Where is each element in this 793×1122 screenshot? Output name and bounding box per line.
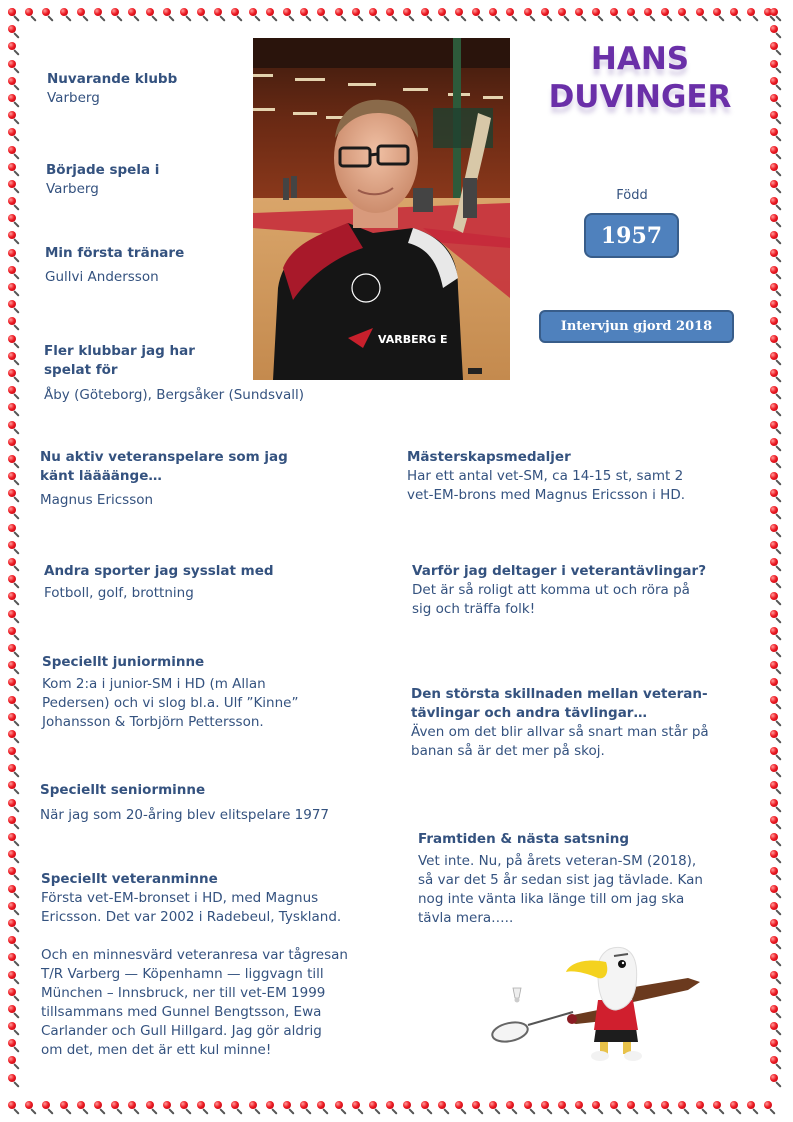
red-pin-icon bbox=[6, 934, 23, 951]
red-pin-icon bbox=[676, 6, 693, 23]
red-pin-icon bbox=[522, 1099, 539, 1116]
red-pin-icon bbox=[436, 1099, 453, 1116]
red-pin-icon bbox=[6, 6, 23, 23]
red-pin-icon bbox=[762, 1099, 779, 1116]
red-pin-icon bbox=[6, 848, 23, 865]
born-year: 1957 bbox=[600, 222, 663, 249]
red-pin-icon bbox=[109, 1099, 126, 1116]
red-pin-icon bbox=[298, 1099, 315, 1116]
born-year-badge bbox=[584, 213, 679, 258]
red-pin-icon bbox=[728, 6, 745, 23]
red-pin-icon bbox=[126, 6, 143, 23]
red-pin-icon bbox=[6, 333, 23, 350]
red-pin-icon bbox=[470, 1099, 487, 1116]
red-pin-icon bbox=[487, 1099, 504, 1116]
last-name: DUVINGER bbox=[548, 79, 732, 115]
red-pin-icon bbox=[6, 298, 23, 315]
red-pin-icon bbox=[768, 573, 785, 590]
red-pin-icon bbox=[6, 384, 23, 401]
red-pin-icon bbox=[23, 6, 40, 23]
section-body-line: Även om det blir allvar så snart man står på bbox=[411, 724, 709, 740]
red-pin-icon bbox=[6, 590, 23, 607]
section-senior-memory bbox=[40, 781, 329, 825]
red-pin-icon bbox=[298, 6, 315, 23]
red-pin-icon bbox=[6, 367, 23, 384]
red-pin-icon bbox=[728, 1099, 745, 1116]
red-pin-icon bbox=[768, 762, 785, 779]
red-pin-icon bbox=[768, 315, 785, 332]
red-pin-icon bbox=[6, 676, 23, 693]
section-body: Åby (Göteborg), Bergsåker (Sundsvall) bbox=[44, 387, 305, 403]
section-body-line: Johansson & Torbjörn Pettersson. bbox=[42, 714, 264, 730]
first-name: HANS bbox=[590, 41, 690, 77]
red-pin-icon bbox=[768, 195, 785, 212]
section-body-line: Har ett antal vet-SM, ca 14-15 st, samt 2 bbox=[407, 468, 684, 484]
red-pin-icon bbox=[590, 1099, 607, 1116]
person-name bbox=[540, 40, 740, 116]
red-pin-icon bbox=[6, 281, 23, 298]
section-body-line: Kom 2:a i junior-SM i HD (m Allan bbox=[42, 676, 266, 692]
section-other-sports bbox=[44, 562, 274, 603]
red-pin-icon bbox=[6, 161, 23, 178]
red-pin-icon bbox=[768, 642, 785, 659]
red-pin-icon bbox=[522, 6, 539, 23]
red-pin-icon bbox=[590, 6, 607, 23]
red-pin-icon bbox=[6, 453, 23, 470]
section-heading: Speciellt veteranminne bbox=[41, 871, 218, 887]
red-pin-icon bbox=[711, 1099, 728, 1116]
red-pin-icon bbox=[6, 1099, 23, 1116]
section-heading: Mästerskapsmedaljer bbox=[407, 449, 571, 465]
red-pin-icon bbox=[768, 848, 785, 865]
red-pin-icon bbox=[229, 6, 246, 23]
section-body: Fotboll, golf, brottning bbox=[44, 585, 194, 601]
red-pin-icon bbox=[768, 694, 785, 711]
section-heading-line: känt läääänge… bbox=[40, 468, 162, 484]
section-body-line: Första vet-EM-bronset i HD, med Magnus bbox=[41, 890, 319, 906]
red-pin-icon bbox=[6, 350, 23, 367]
red-pin-icon bbox=[768, 590, 785, 607]
red-pin-icon bbox=[40, 6, 57, 23]
red-pin-icon bbox=[768, 281, 785, 298]
red-pin-icon bbox=[573, 1099, 590, 1116]
section-extra-line: om det, men det är ett kul minne! bbox=[41, 1042, 272, 1058]
red-pin-icon bbox=[573, 6, 590, 23]
red-pin-icon bbox=[92, 1099, 109, 1116]
section-championship-medals bbox=[407, 448, 685, 505]
section-current-club bbox=[47, 70, 177, 108]
red-pin-icon bbox=[126, 1099, 143, 1116]
red-pin-icon bbox=[195, 1099, 212, 1116]
red-pin-icon bbox=[768, 728, 785, 745]
border-right bbox=[768, 6, 785, 1089]
red-pin-icon bbox=[92, 6, 109, 23]
red-pin-icon bbox=[6, 969, 23, 986]
section-other-clubs bbox=[44, 342, 304, 405]
section-body: Magnus Ericsson bbox=[40, 492, 154, 508]
red-pin-icon bbox=[6, 797, 23, 814]
section-body: Gullvi Andersson bbox=[45, 269, 159, 285]
section-heading: Varför jag deltager i veterantävlingar? bbox=[412, 563, 707, 579]
section-future bbox=[418, 830, 703, 928]
red-pin-icon bbox=[676, 1099, 693, 1116]
red-pin-icon bbox=[195, 6, 212, 23]
red-pin-icon bbox=[768, 6, 785, 23]
red-pin-icon bbox=[768, 1020, 785, 1037]
red-pin-icon bbox=[768, 797, 785, 814]
red-pin-icon bbox=[768, 58, 785, 75]
red-pin-icon bbox=[350, 1099, 367, 1116]
red-pin-icon bbox=[6, 315, 23, 332]
red-pin-icon bbox=[419, 6, 436, 23]
red-pin-icon bbox=[401, 6, 418, 23]
red-pin-icon bbox=[6, 539, 23, 556]
red-pin-icon bbox=[212, 6, 229, 23]
section-heading-line: spelat för bbox=[44, 362, 118, 378]
section-heading: Andra sporter jag sysslat med bbox=[44, 563, 274, 579]
born-label: Född bbox=[616, 188, 648, 203]
red-pin-icon bbox=[6, 762, 23, 779]
portrait-photo bbox=[253, 38, 510, 380]
red-pin-icon bbox=[384, 6, 401, 23]
section-heading: Nuvarande klubb bbox=[47, 71, 178, 87]
red-pin-icon bbox=[642, 6, 659, 23]
red-pin-icon bbox=[161, 6, 178, 23]
portrait-photo-image bbox=[253, 38, 510, 380]
red-pin-icon bbox=[436, 6, 453, 23]
section-started-playing bbox=[46, 161, 159, 199]
section-body-line: så var det 5 år sedan sist jag tävlade. Kan bbox=[418, 872, 703, 888]
section-body-line: sig och träffa folk! bbox=[412, 601, 536, 617]
red-pin-icon bbox=[768, 1072, 785, 1089]
section-body-line: Vet inte. Nu, på årets veteran-SM (2018), bbox=[418, 853, 697, 869]
red-pin-icon bbox=[6, 1054, 23, 1071]
border-left bbox=[6, 6, 23, 1089]
red-pin-icon bbox=[768, 779, 785, 796]
red-pin-icon bbox=[642, 1099, 659, 1116]
red-pin-icon bbox=[768, 745, 785, 762]
section-body: Varberg bbox=[46, 181, 99, 197]
section-body-line: vet-EM-brons med Magnus Ericsson i HD. bbox=[407, 487, 686, 503]
red-pin-icon bbox=[58, 1099, 75, 1116]
red-pin-icon bbox=[768, 367, 785, 384]
red-pin-icon bbox=[40, 1099, 57, 1116]
red-pin-icon bbox=[745, 6, 762, 23]
red-pin-icon bbox=[315, 1099, 332, 1116]
section-extra-line: T/R Varberg — Köpenhamn — liggvagn till bbox=[41, 966, 324, 982]
section-heading-line: tävlingar och andra tävlingar… bbox=[411, 705, 647, 721]
red-pin-icon bbox=[768, 986, 785, 1003]
red-pin-icon bbox=[6, 745, 23, 762]
red-pin-icon bbox=[6, 419, 23, 436]
section-extra-line: Carlander och Gull Hillgard. Jag gör aldrig bbox=[41, 1023, 322, 1039]
red-pin-icon bbox=[367, 6, 384, 23]
red-pin-icon bbox=[144, 1099, 161, 1116]
red-pin-icon bbox=[504, 1099, 521, 1116]
red-pin-icon bbox=[6, 694, 23, 711]
section-veteran-memory bbox=[41, 870, 348, 1060]
interview-year-badge bbox=[539, 310, 734, 343]
red-pin-icon bbox=[768, 1003, 785, 1020]
red-pin-icon bbox=[539, 1099, 556, 1116]
section-body: När jag som 20-åring blev elitspelare 1977 bbox=[40, 807, 330, 823]
red-pin-icon bbox=[6, 40, 23, 57]
red-pin-icon bbox=[453, 6, 470, 23]
red-pin-icon bbox=[75, 6, 92, 23]
red-pin-icon bbox=[768, 917, 785, 934]
red-pin-icon bbox=[419, 1099, 436, 1116]
section-heading: Började spela i bbox=[46, 162, 160, 178]
red-pin-icon bbox=[768, 865, 785, 882]
red-pin-icon bbox=[315, 6, 332, 23]
red-pin-icon bbox=[6, 109, 23, 126]
red-pin-icon bbox=[768, 229, 785, 246]
red-pin-icon bbox=[6, 401, 23, 418]
red-pin-icon bbox=[470, 6, 487, 23]
red-pin-icon bbox=[109, 6, 126, 23]
red-pin-icon bbox=[6, 883, 23, 900]
red-pin-icon bbox=[539, 6, 556, 23]
section-heading: Speciellt seniorminne bbox=[40, 782, 206, 798]
section-body-line: Ericsson. Det var 2002 i Radebeul, Tyskland. bbox=[41, 909, 342, 925]
red-pin-icon bbox=[161, 1099, 178, 1116]
red-pin-icon bbox=[711, 6, 728, 23]
section-heading-line: Fler klubbar jag har bbox=[44, 343, 195, 359]
red-pin-icon bbox=[58, 6, 75, 23]
red-pin-icon bbox=[6, 900, 23, 917]
red-pin-icon bbox=[6, 573, 23, 590]
red-pin-icon bbox=[6, 1037, 23, 1054]
red-pin-icon bbox=[768, 556, 785, 573]
section-heading: Min första tränare bbox=[45, 245, 185, 261]
red-pin-icon bbox=[6, 556, 23, 573]
red-pin-icon bbox=[6, 144, 23, 161]
section-first-coach bbox=[45, 244, 184, 287]
section-body-line: Det är så roligt att komma ut och röra på bbox=[412, 582, 690, 598]
red-pin-icon bbox=[768, 522, 785, 539]
red-pin-icon bbox=[6, 229, 23, 246]
section-heading: Framtiden & nästa satsning bbox=[418, 831, 630, 847]
section-body-line: tävla mera….. bbox=[418, 910, 514, 926]
red-pin-icon bbox=[6, 247, 23, 264]
red-pin-icon bbox=[768, 126, 785, 143]
red-pin-icon bbox=[6, 504, 23, 521]
red-pin-icon bbox=[768, 470, 785, 487]
red-pin-icon bbox=[768, 711, 785, 728]
red-pin-icon bbox=[768, 676, 785, 693]
red-pin-icon bbox=[6, 951, 23, 968]
red-pin-icon bbox=[6, 642, 23, 659]
red-pin-icon bbox=[768, 608, 785, 625]
red-pin-icon bbox=[768, 384, 785, 401]
red-pin-icon bbox=[281, 1099, 298, 1116]
red-pin-icon bbox=[229, 1099, 246, 1116]
section-extra-line: Och en minnesvärd veteranresa var tågresan bbox=[41, 947, 348, 963]
red-pin-icon bbox=[264, 1099, 281, 1116]
red-pin-icon bbox=[6, 470, 23, 487]
red-pin-icon bbox=[6, 831, 23, 848]
section-junior-memory bbox=[42, 653, 298, 732]
section-extra-line: tillsammans med Gunnel Bengtsson, Ewa bbox=[41, 1004, 322, 1020]
red-pin-icon bbox=[768, 1037, 785, 1054]
red-pin-icon bbox=[768, 92, 785, 109]
red-pin-icon bbox=[768, 504, 785, 521]
red-pin-icon bbox=[768, 212, 785, 229]
red-pin-icon bbox=[768, 883, 785, 900]
red-pin-icon bbox=[6, 195, 23, 212]
red-pin-icon bbox=[768, 161, 785, 178]
red-pin-icon bbox=[556, 6, 573, 23]
red-pin-icon bbox=[6, 814, 23, 831]
red-pin-icon bbox=[487, 6, 504, 23]
red-pin-icon bbox=[768, 247, 785, 264]
red-pin-icon bbox=[6, 23, 23, 40]
red-pin-icon bbox=[6, 728, 23, 745]
red-pin-icon bbox=[625, 6, 642, 23]
red-pin-icon bbox=[6, 865, 23, 882]
red-pin-icon bbox=[768, 625, 785, 642]
red-pin-icon bbox=[178, 6, 195, 23]
red-pin-icon bbox=[6, 75, 23, 92]
red-pin-icon bbox=[264, 6, 281, 23]
red-pin-icon bbox=[768, 453, 785, 470]
red-pin-icon bbox=[768, 436, 785, 453]
section-body-line: banan så är det mer på skoj. bbox=[411, 743, 605, 759]
red-pin-icon bbox=[6, 711, 23, 728]
red-pin-icon bbox=[768, 831, 785, 848]
red-pin-icon bbox=[768, 264, 785, 281]
red-pin-icon bbox=[694, 1099, 711, 1116]
red-pin-icon bbox=[768, 109, 785, 126]
red-pin-icon bbox=[768, 75, 785, 92]
red-pin-icon bbox=[768, 539, 785, 556]
border-top bbox=[6, 6, 779, 23]
red-pin-icon bbox=[768, 298, 785, 315]
red-pin-icon bbox=[401, 1099, 418, 1116]
red-pin-icon bbox=[6, 917, 23, 934]
red-pin-icon bbox=[178, 1099, 195, 1116]
red-pin-icon bbox=[212, 1099, 229, 1116]
red-pin-icon bbox=[659, 6, 676, 23]
red-pin-icon bbox=[6, 212, 23, 229]
red-pin-icon bbox=[6, 1072, 23, 1089]
red-pin-icon bbox=[768, 144, 785, 161]
section-body-line: nog inte vänta lika länge till om jag ska bbox=[418, 891, 685, 907]
red-pin-icon bbox=[23, 1099, 40, 1116]
red-pin-icon bbox=[768, 487, 785, 504]
red-pin-icon bbox=[333, 1099, 350, 1116]
section-veteran-friend bbox=[40, 448, 288, 510]
red-pin-icon bbox=[768, 1054, 785, 1071]
red-pin-icon bbox=[768, 333, 785, 350]
red-pin-icon bbox=[768, 659, 785, 676]
red-pin-icon bbox=[556, 1099, 573, 1116]
red-pin-icon bbox=[75, 1099, 92, 1116]
red-pin-icon bbox=[608, 1099, 625, 1116]
section-body-line: Pedersen) och vi slog bl.a. Ulf ”Kinne” bbox=[42, 695, 299, 711]
red-pin-icon bbox=[6, 178, 23, 195]
red-pin-icon bbox=[6, 986, 23, 1003]
red-pin-icon bbox=[333, 6, 350, 23]
border-bottom bbox=[6, 1099, 779, 1116]
eagle-mascot-icon bbox=[488, 940, 703, 1065]
svg-text:VARBERG E: VARBERG E bbox=[378, 333, 448, 346]
red-pin-icon bbox=[6, 58, 23, 75]
section-heading: Speciellt juniorminne bbox=[42, 654, 205, 670]
red-pin-icon bbox=[6, 659, 23, 676]
section-heading-line: Nu aktiv veteranspelare som jag bbox=[40, 449, 288, 465]
section-biggest-difference bbox=[411, 685, 709, 761]
red-pin-icon bbox=[6, 92, 23, 109]
red-pin-icon bbox=[281, 6, 298, 23]
red-pin-icon bbox=[6, 1020, 23, 1037]
section-why-veteran bbox=[412, 562, 706, 619]
red-pin-icon bbox=[6, 608, 23, 625]
red-pin-icon bbox=[247, 6, 264, 23]
red-pin-icon bbox=[6, 487, 23, 504]
red-pin-icon bbox=[247, 1099, 264, 1116]
red-pin-icon bbox=[625, 1099, 642, 1116]
section-heading-line: Den största skillnaden mellan veteran- bbox=[411, 686, 708, 702]
red-pin-icon bbox=[384, 1099, 401, 1116]
red-pin-icon bbox=[608, 6, 625, 23]
red-pin-icon bbox=[768, 178, 785, 195]
red-pin-icon bbox=[504, 6, 521, 23]
red-pin-icon bbox=[350, 6, 367, 23]
red-pin-icon bbox=[768, 23, 785, 40]
red-pin-icon bbox=[768, 419, 785, 436]
red-pin-icon bbox=[367, 1099, 384, 1116]
red-pin-icon bbox=[6, 522, 23, 539]
red-pin-icon bbox=[768, 350, 785, 367]
red-pin-icon bbox=[768, 401, 785, 418]
section-body: Varberg bbox=[47, 90, 100, 106]
red-pin-icon bbox=[453, 1099, 470, 1116]
section-extra-line: München – Innsbruck, ner till vet-EM 1999 bbox=[41, 985, 326, 1001]
red-pin-icon bbox=[659, 1099, 676, 1116]
red-pin-icon bbox=[6, 264, 23, 281]
interview-year-text: Intervjun gjord 2018 bbox=[560, 319, 713, 334]
red-pin-icon bbox=[6, 779, 23, 796]
red-pin-icon bbox=[6, 126, 23, 143]
red-pin-icon bbox=[745, 1099, 762, 1116]
red-pin-icon bbox=[6, 625, 23, 642]
red-pin-icon bbox=[768, 951, 785, 968]
red-pin-icon bbox=[768, 934, 785, 951]
red-pin-icon bbox=[6, 436, 23, 453]
red-pin-icon bbox=[6, 1003, 23, 1020]
red-pin-icon bbox=[768, 969, 785, 986]
red-pin-icon bbox=[768, 900, 785, 917]
red-pin-icon bbox=[768, 40, 785, 57]
red-pin-icon bbox=[144, 6, 161, 23]
red-pin-icon bbox=[768, 814, 785, 831]
red-pin-icon bbox=[694, 6, 711, 23]
